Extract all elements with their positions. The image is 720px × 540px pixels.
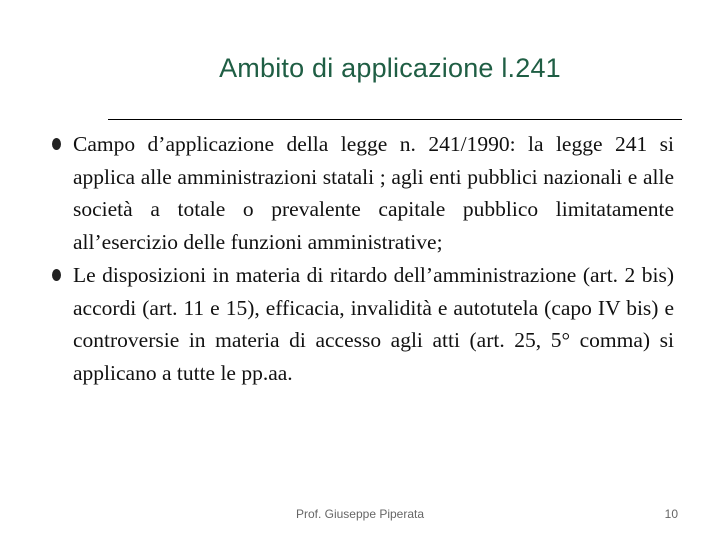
footer-author: Prof. Giuseppe Piperata (295, 507, 425, 521)
bullet-list (0, 128, 720, 390)
bullet-text: Le disposizioni in materia di ritardo dell’amministrazione (art. 2 bis) accordi (art. 11 e 15), efficacia, invalidità e autotutela (capo IV bis) e controversie in materia di accesso agli atti (art. 25, 5° comma) si applicano a tutte le pp.aa. (73, 262, 674, 385)
bullet-icon (52, 269, 61, 281)
page-number: 10 (664, 507, 678, 521)
slide-title: Ambito di applicazione l.241 (219, 53, 561, 83)
bullet-text: Campo d’applicazione della legge n. 241/1990: la legge 241 si applica alle amministrazioni statali ; agli enti pubblici nazionali e alle società a totale o prevalente capitale pubblico limitatamente all’esercizio delle funzioni amministrative; (73, 132, 674, 255)
list-item (0, 128, 720, 259)
title-divider (108, 119, 682, 120)
bullet-icon (52, 138, 61, 150)
list-item (0, 259, 720, 390)
